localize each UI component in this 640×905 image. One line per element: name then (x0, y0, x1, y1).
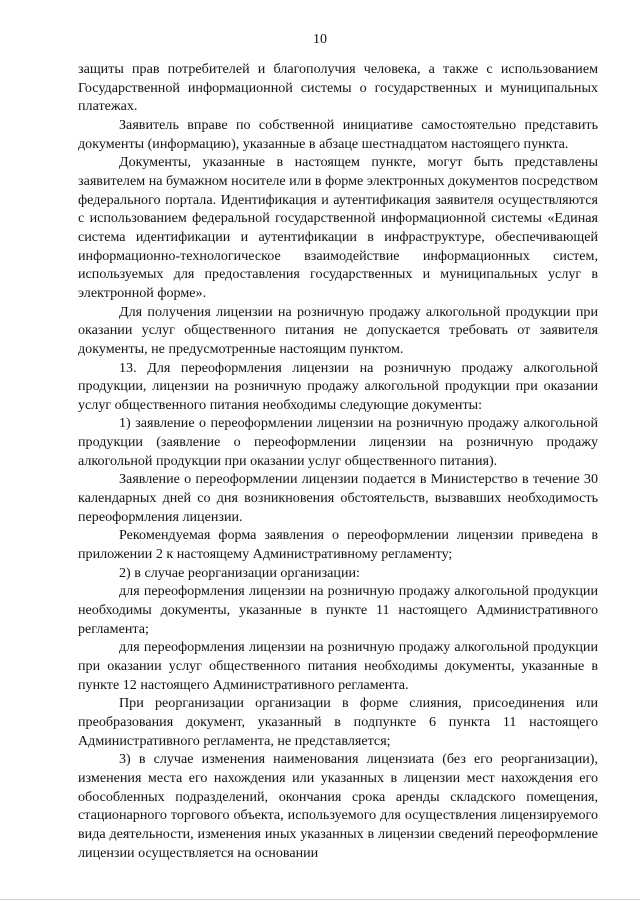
paragraph: для переоформления лицензии на розничную продажу алкогольной продукции при оказании услуг общественного питания необходимы документы, указанные в пункте 12 настоящего Административного регламента. (78, 639, 598, 693)
paragraph: Документы, указанные в настоящем пункте, могут быть представлены заявителем на бумажном носителе или в форме электронных документов посредством федерального портала. Идентификация и аутентификация заявителя осуществляются с использованием федеральной государственной информационной системы «Единая система идентификации и аутентификации в инфраструктуре, обеспечивающей информационно-технологическое взаимодействие информационных систем, используемых для предоставления государственных и муниципальных услуг в электронной форме». (78, 154, 598, 301)
paragraph-subitem-3: 3) в случае изменения наименования лицензиата (без его реорганизации), изменения места его нахождения или указанных в лицензии мест нахождения его обособленных подразделений, окончания срока аренды складского помещения, стационарного торгового объекта, используемого для осуществления лицензируемого вида деятельности, изменения иных указанных в лицензии сведений переоформление лицензии осуществляется на основании (78, 751, 598, 861)
paragraph: Заявитель вправе по собственной инициативе самостоятельно представить документы (информацию), указанные в абзаце шестнадцатом настоящего пункта. (78, 116, 598, 152)
paragraph: При реорганизации организации в форме слияния, присоединения или преобразования документ, указанный в подпункте 6 пункта 11 настоящего Административного регламента, не представляется; (78, 695, 598, 749)
page-number: 10 (313, 32, 327, 47)
paragraph: Заявление о переоформлении лицензии подается в Министерство в течение 30 календарных дней со дня возникновения обстоятельств, вызвавших необходимость переоформления лицензии. (78, 471, 598, 525)
paragraph-item-13: 13. Для переоформления лицензии на розничную продажу алкогольной продукции, лицензии на розничную продажу алкогольной продукции при оказании услуг общественного питания необходимы следующие документы: (78, 359, 598, 413)
page-bottom-edge (0, 899, 640, 900)
paragraph: Рекомендуемая форма заявления о переоформлении лицензии приведена в приложении 2 к настоящему Административному регламенту; (78, 527, 598, 563)
paragraph-continuation: защиты прав потребителей и благополучия человека, а также с использованием Государственной информационной системы о государственных и муниципальных платежах. (78, 61, 598, 115)
document-body (78, 60, 598, 862)
paragraph: Для получения лицензии на розничную продажу алкогольной продукции при оказании услуг общественного питания не допускается требовать от заявителя документы, не предусмотренные настоящим пунктом. (78, 303, 598, 357)
paragraph-subitem-1: 1) заявление о переоформлении лицензии на розничную продажу алкогольной продукции (заявление о переоформлении лицензии на розничную продажу алкогольной продукции при оказании услуг общественного питания). (78, 415, 598, 469)
paragraph-subitem-2: 2) в случае реорганизации организации: (119, 564, 360, 581)
paragraph: для переоформления лицензии на розничную продажу алкогольной продукции необходимы документы, указанные в пункте 11 настоящего Административного регламента; (78, 583, 598, 637)
